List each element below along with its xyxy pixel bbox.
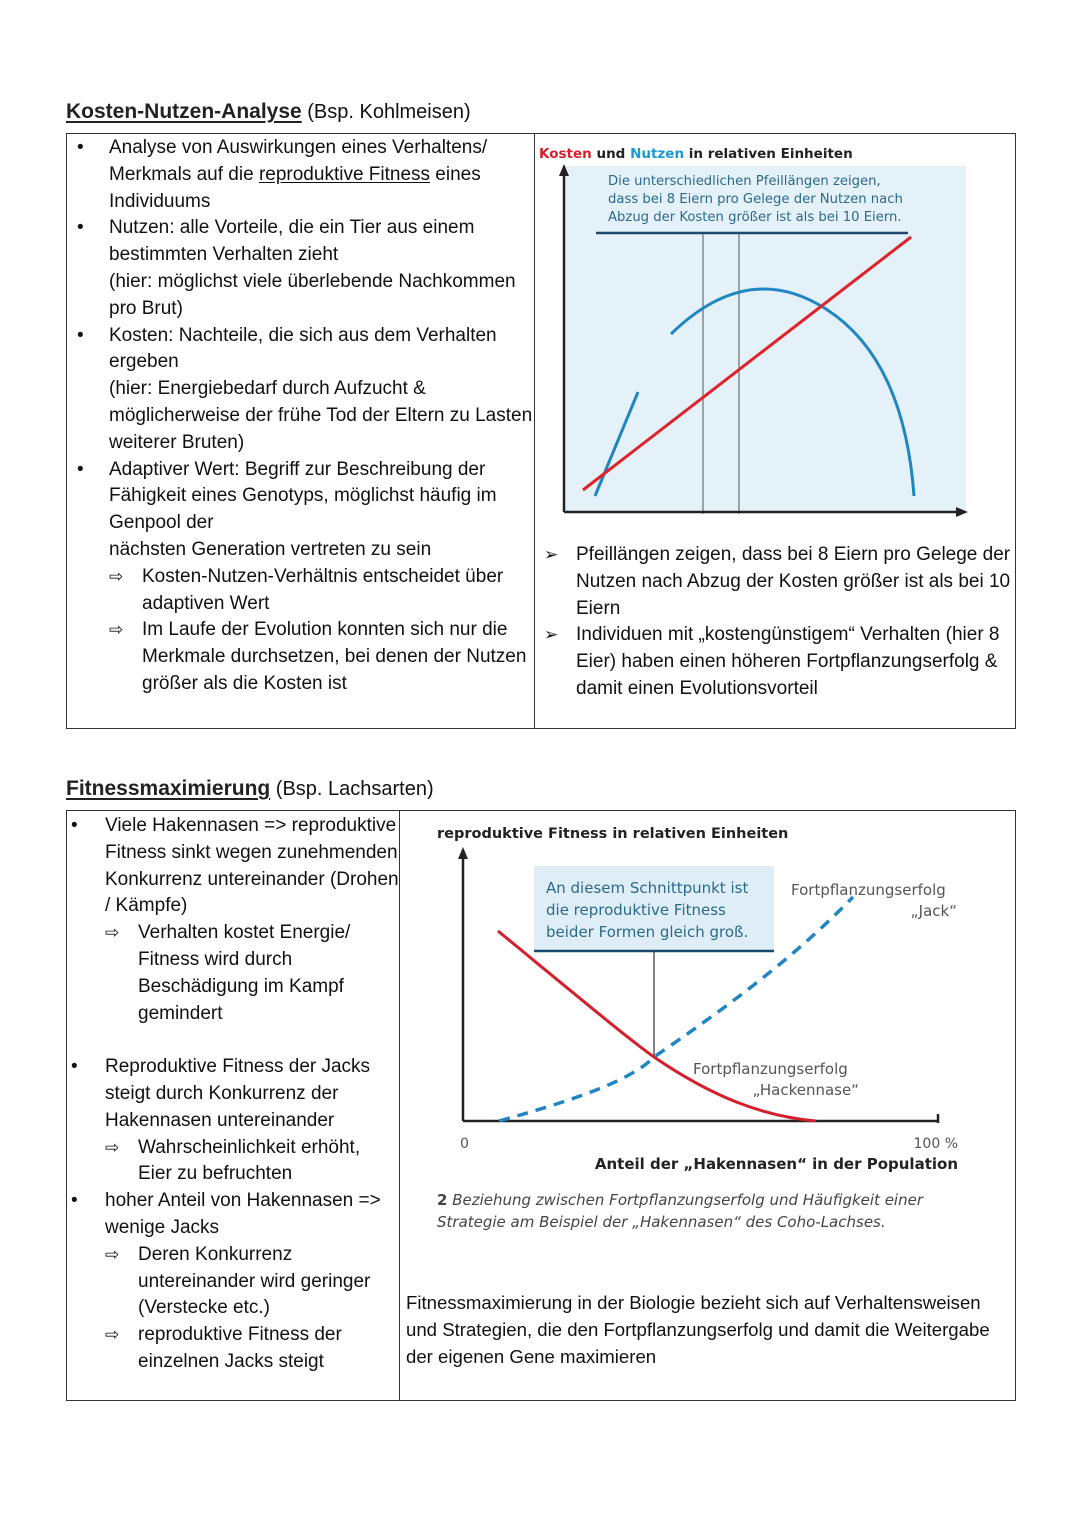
section-heading-kosten-nutzen — [66, 100, 471, 124]
sub-bullet-text: Deren Konkurrenz untereinander wird geringer (Verstecke etc.) — [138, 1243, 371, 1319]
section-subtitle: (Bsp. Lachsarten) — [270, 778, 434, 800]
column-divider — [534, 134, 535, 728]
fitnessmaximierung-table — [66, 810, 1016, 1401]
bullet-text: Kosten: Nachteile, die sich aus dem Verhalten ergeben — [109, 324, 497, 373]
bullet-text: Reproduktive Fitness der Jacks steigt durch Konkurrenz der Hakennasen untereinander — [105, 1056, 371, 1131]
chevron-item — [536, 542, 1011, 622]
annotation-text: An diesem Schnittpunkt ist die reproduktive Fitness beider Formen gleich groß. — [546, 879, 749, 941]
left-column-notes — [67, 811, 399, 1400]
arrow-right-icon: ⇨ — [105, 923, 120, 943]
bullet-item — [67, 1188, 399, 1242]
bullet-text: Adaptiver Wert: Begriff zur Beschreibung der Fähigkeit eines Genotyps, möglichst häufig im Genpool der — [109, 458, 497, 534]
bullet-text: Nutzen: alle Vorteile, die ein Tier aus einem bestimmten Verhalten zieht — [109, 217, 475, 266]
sub-bullet-item — [67, 564, 534, 618]
section-title: Kosten-Nutzen-Analyse — [66, 100, 302, 123]
section-heading-fitnessmaximierung — [66, 777, 434, 801]
sub-bullet-item — [67, 1322, 399, 1376]
bullet-icon: • — [71, 815, 78, 836]
annotation-top: Die unterschiedlichen Pfeillängen zeigen, dass bei 8 Eiern pro Gelege der Nutzen nach Abzug der Kosten größer ist als bei 10 Eiern. — [608, 174, 903, 225]
sub-bullet-item — [67, 920, 399, 1027]
sub-bullet-text: Im Laufe der Evolution konnten sich nur die Merkmale durchsetzen, bei denen der Nutzen größer als die Kosten ist — [142, 619, 527, 694]
chart-title: Kosten und Nutzen in relativen Einheiten — [539, 146, 853, 162]
bullet-text: eines Individuums — [109, 163, 481, 212]
bullet-text: Viele Hakennasen => reproduktive Fitness sinkt wegen zunehmenden Konkurrenz untereinander (Drohen / Kämpfe) — [105, 815, 399, 917]
chevron-item-text: Individuen mit „kostengünstigem“ Verhalten (hier 8 Eier) haben einen höheren Fortpflanzungserfolg & damit einen Evolutionsvorteil — [576, 624, 1000, 699]
bullet-icon: • — [71, 1056, 78, 1078]
right-column — [536, 134, 1015, 728]
sub-bullet-text: reproduktive Fitness der einzelnen Jacks steigt — [138, 1324, 342, 1372]
bullet-icon: • — [77, 458, 84, 480]
sub-bullet-text: Verhalten kostet Energie/ Fitness wird durch Beschädigung im Kampf gemindert — [138, 922, 351, 1024]
chevron-bullet-icon: ➢ — [544, 545, 559, 564]
bullet-item — [67, 135, 534, 215]
bullet-text: hoher Anteil von Hakennasen => wenige Jacks — [105, 1190, 381, 1238]
arrow-right-icon: ⇨ — [109, 566, 124, 586]
right-column-notes — [536, 542, 1011, 703]
sub-bullet-item — [67, 1242, 399, 1322]
chevron-item-text: Pfeillängen zeigen, dass bei 8 Eiern pro Gelege der Nutzen nach Abzug der Kosten größer ist als bei 10 Eiern — [576, 544, 1011, 619]
section-subtitle: (Bsp. Kohlmeisen) — [301, 101, 471, 123]
figure-caption: 2 Beziehung zwischen Fortpflanzungserfolg und Häufigkeit einer Strategie am Beispiel der „Hakennasen“ des Coho-Lachses. — [437, 1191, 924, 1231]
chevron-item — [536, 622, 1011, 702]
summary-text: Fitnessmaximierung in der Biologie bezieht sich auf Verhaltensweisen und Strategien, die den Fortpflanzungserfolg und damit die Weitergabe der eigenen Gene maximieren — [406, 1292, 990, 1367]
bullet-icon: • — [77, 217, 84, 239]
underlined-term: reproduktive Fitness — [258, 163, 431, 185]
bullet-icon: • — [77, 324, 84, 346]
chart-title: reproduktive Fitness in relativen Einheiten — [437, 826, 789, 842]
bullet-note: nächsten Generation vertreten zu sein — [109, 538, 432, 560]
left-column-notes — [67, 134, 534, 728]
chevron-bullet-icon: ➢ — [544, 625, 559, 645]
sub-bullet-text: Kosten-Nutzen-Verhältnis entscheidet über adaptiven Wert — [142, 565, 504, 614]
fitness-chart — [401, 811, 1015, 1251]
spacer — [67, 1027, 399, 1054]
bullet-icon: • — [77, 137, 84, 158]
hakennase-label: Fortpflanzungserfolg „Hackennase“ — [693, 1060, 859, 1099]
arrow-right-icon: ⇨ — [105, 1244, 120, 1264]
kosten-nutzen-table — [66, 133, 1016, 729]
sub-bullet-text: Wahrscheinlichkeit erhöht, Eier zu befruchten — [138, 1136, 361, 1185]
bullet-text: Analyse von Auswirkungen eines Verhaltens/ Merkmals auf die — [109, 137, 488, 185]
y-axis-arrow-icon — [458, 847, 468, 859]
arrow-right-icon: ⇨ — [109, 620, 124, 640]
bullet-note: (hier: möglichst viele überlebende Nachkommen pro Brut) — [109, 270, 516, 319]
x-tick-100: 100 % — [913, 1136, 958, 1152]
column-divider — [399, 811, 400, 1400]
arrow-right-icon: ⇨ — [105, 1137, 120, 1157]
sub-bullet-item — [67, 617, 534, 697]
x-tick-0: 0 — [460, 1136, 469, 1152]
jack-label: Fortpflanzungserfolg „Jack“ — [791, 881, 957, 920]
x-axis-label: Anteil der „Hakennasen“ in der Population — [594, 1155, 958, 1173]
section-title: Fitnessmaximierung — [66, 777, 271, 800]
bullet-item — [67, 1054, 399, 1134]
bullet-icon: • — [71, 1190, 78, 1212]
bullet-note: (hier: Energiebedarf durch Aufzucht & möglicherweise der frühe Tod der Eltern zu Lasten weiterer Bruten) — [109, 378, 533, 453]
bullet-item — [67, 457, 534, 564]
sub-bullet-item — [67, 1135, 399, 1189]
bullet-item — [67, 323, 534, 457]
bullet-item — [67, 215, 534, 322]
arrow-right-icon: ⇨ — [105, 1325, 120, 1345]
cost-benefit-chart — [536, 134, 1015, 534]
right-column — [401, 811, 1015, 1400]
bullet-item — [67, 813, 399, 920]
